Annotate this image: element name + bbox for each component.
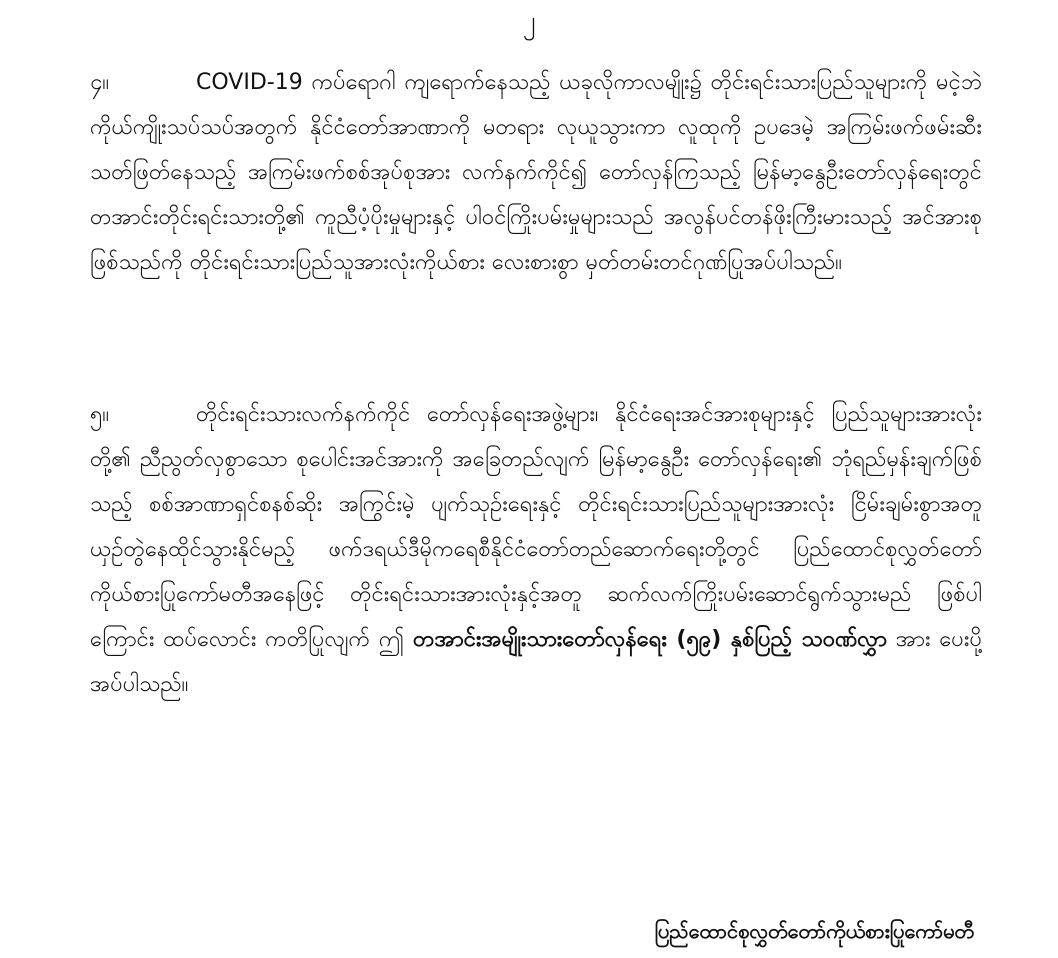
paragraph-4-text: COVID-19 ကပ်ရောဂါ ကျရောက်နေသည့် ယခုလိုကာလမျိုး၌ တိုင်းရင်းသားပြည်သူများကို မငဲ့ဘဲ ကိုယ်ကျိုးသပ်သပ်အတွက် နိုင်ငံတော်အာဏာကို မတရား လုယူသွားကာ လူထုကို ဥပဒေမဲ့ အကြမ်းဖက်ဖမ်းဆီးသတ်ဖြတ်နေသည့် အကြမ်းဖက်စစ်အုပ်စုအား လက်နက်ကိုင်၍ တော်လှန်ကြသည့် မြန်မာ့နွေဦးတော်လှန်ရေးတွင် တအာင်းတိုင်းရင်းသားတို့၏ ကူညီပံ့ပိုးမှုများနှင့် ပါဝင်ကြိုးပမ်းမှုများသည် အလွန်ပင်တန်ဖိုးကြီးမားသည့် အင်အားစုဖြစ်သည်ကို တိုင်းရင်းသားပြည်သူအားလုံးကိုယ်စား လေးစားစွာ မှတ်တမ်းတင်ဂုဏ်ပြုအပ်ပါသည်။ [90, 70, 982, 275]
paragraph-5-number: ၅။ [90, 402, 110, 427]
paragraph-4-number: ၄။ [90, 70, 110, 95]
paragraph-5-ending: အား ပေးပို့အပ်ပါသည်။ [90, 627, 982, 697]
paragraph-4 [90, 60, 982, 285]
signature: ပြည်ထောင်စုလွှတ်တော်ကိုယ်စားပြုကော်မတီ [654, 919, 974, 943]
paragraph-5-text: တိုင်းရင်းသားလက်နက်ကိုင် တော်လှန်ရေးအဖွဲ့များ၊ နိုင်ငံရေးအင်အားစုများနှင့် ပြည်သူများအားလုံးတို့၏ ညီညွတ်လှစွာသော စုပေါင်းအင်အားကို အခြေတည်လျက် မြန်မာ့နွေဦး တော်လှန်ရေး၏ ဘုံရည်မှန်းချက်ဖြစ်သည့် စစ်အာဏာရှင်စနစ်ဆိုး အကြွင်းမဲ့ ပျက်သုဉ်းရေးနှင့် တိုင်းရင်းသားပြည်သူများအားလုံး ငြိမ်းချမ်းစွာအတူယှဉ်တွဲနေထိုင်သွားနိုင်မည့် ဖက်ဒရယ်ဒီမိုကရေစီနိုင်ငံတော်တည်ဆောက်ရေးတို့တွင် ပြည်ထောင်စုလွှတ်တော်ကိုယ်စားပြုကော်မတီအနေဖြင့် တိုင်းရင်းသားအားလုံးနှင့်အတူ ဆက်လက်ကြိုးပမ်းဆောင်ရွက်သွားမည် ဖြစ်ပါကြောင်း ထပ်လောင်း ကတိပြုလျက် ဤ [90, 402, 982, 652]
page-number: ၂ [522, 6, 536, 36]
letter-title-bold: တအာင်းအမျိုးသားတော်လှန်ရေး (၅၉) နှစ်ပြည့် သဝဏ်လွှာ [413, 627, 887, 652]
paragraph-5 [90, 392, 982, 707]
